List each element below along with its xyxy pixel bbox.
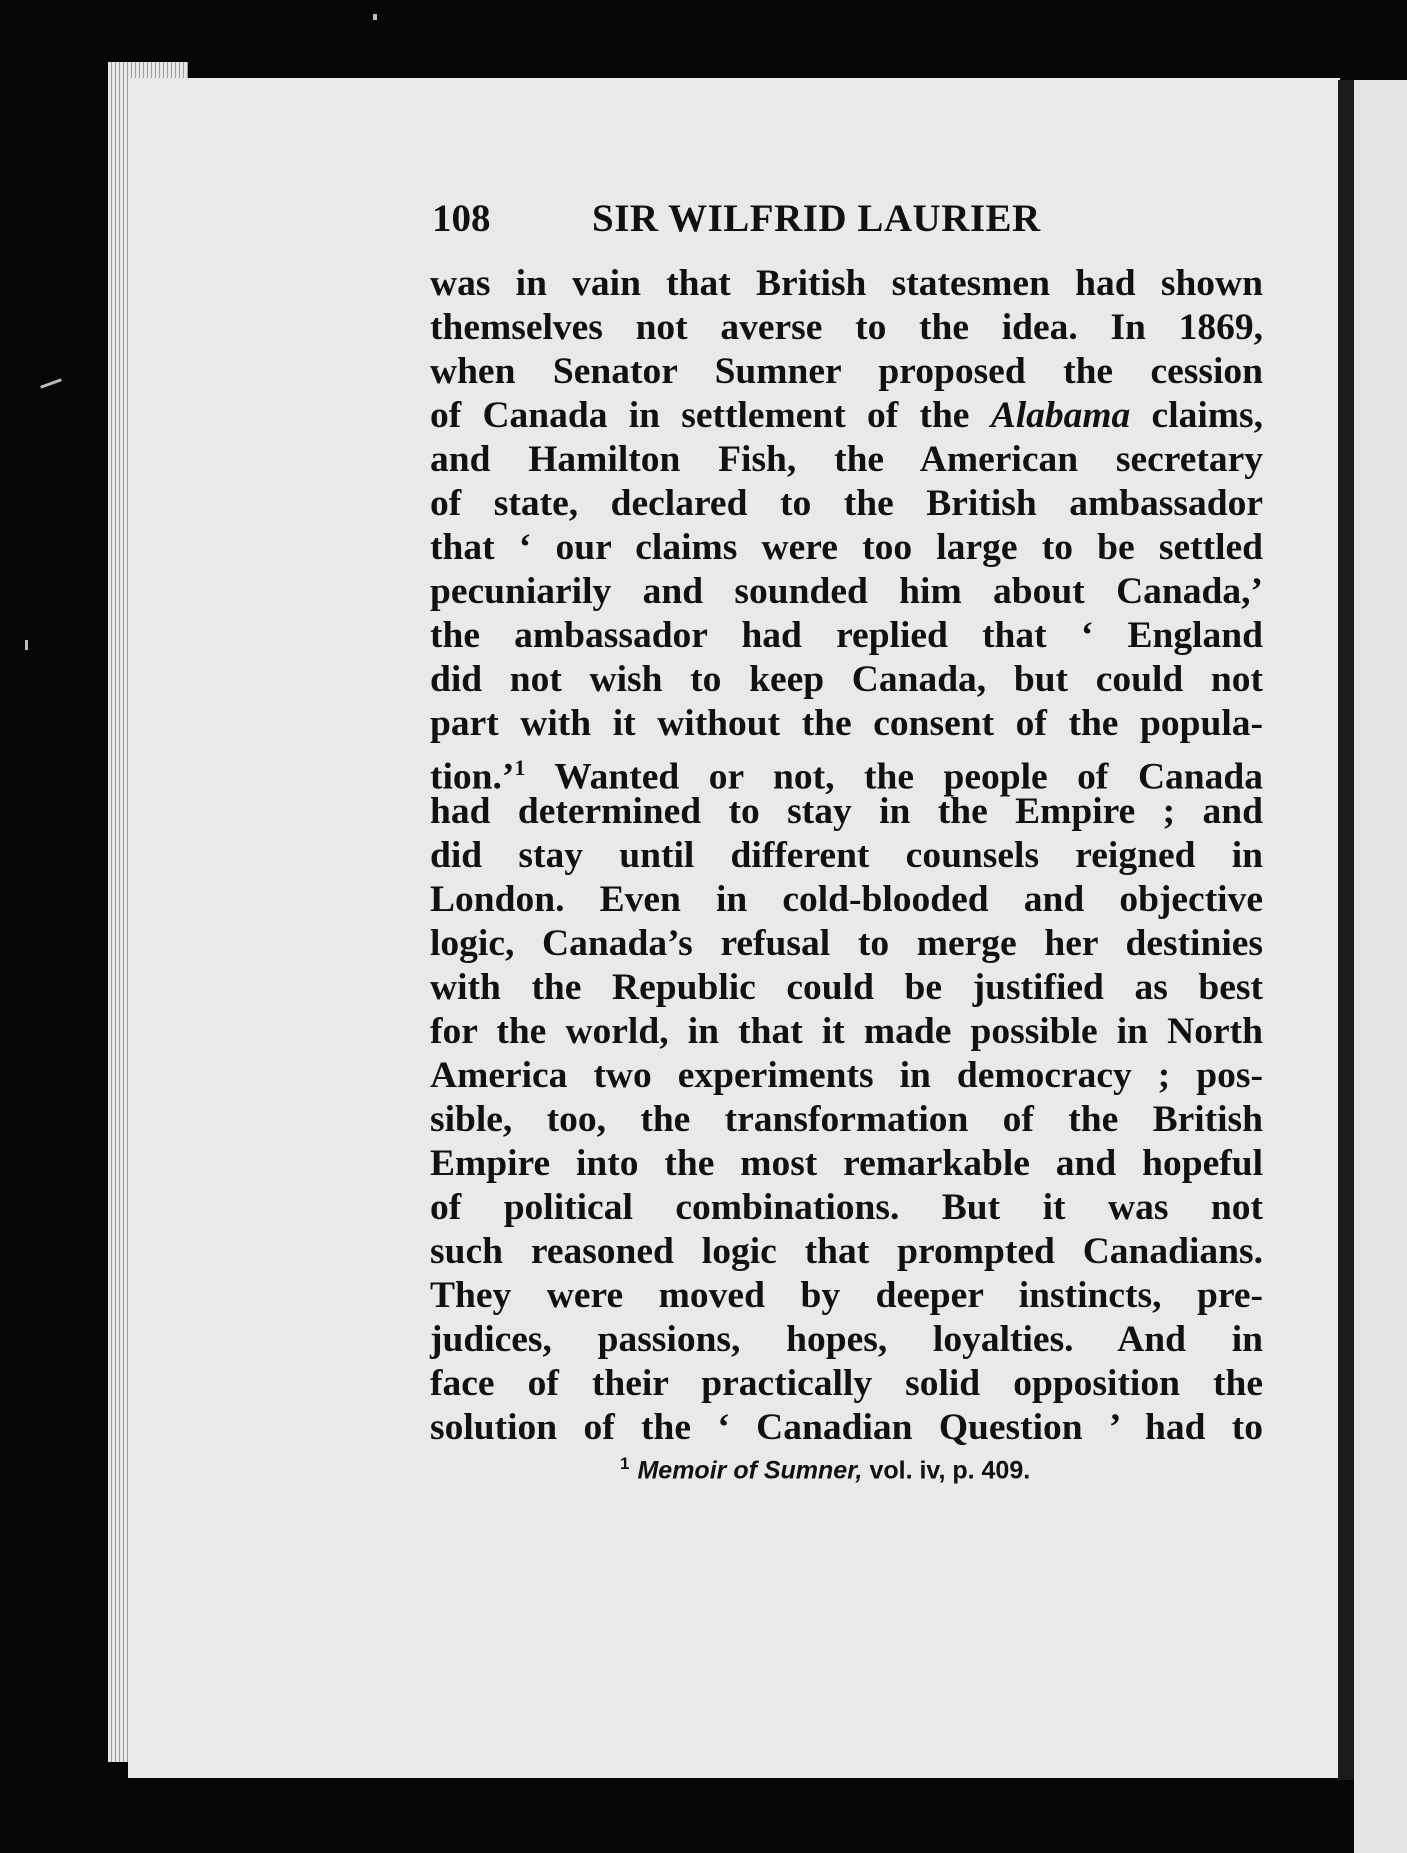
text-line: Empire into the most remarkable and hopeful	[430, 1143, 1263, 1184]
gutter-shadow	[1338, 80, 1354, 1780]
text-line: tion.’$^1$ Wanted or not, the people of Canada	[430, 755, 1263, 798]
text-line: of Canada in settlement of the Alabama claims,	[430, 395, 1263, 436]
text-line: America two experiments in democracy ; pos-	[430, 1055, 1263, 1096]
text-line: face of their practically solid opposition the	[430, 1363, 1263, 1404]
text-line: such reasoned logic that prompted Canadians.	[430, 1231, 1263, 1272]
footnote-citation: vol. iv, p. 409.	[862, 1456, 1031, 1485]
text-line: logic, Canada’s refusal to merge her destinies	[430, 923, 1263, 964]
running-title: SIR WILFRID LAURIER	[592, 197, 1041, 240]
text-line: pecuniarily and sounded him about Canada,’	[430, 571, 1263, 612]
text-line: had determined to stay in the Empire ; and	[430, 791, 1263, 832]
text-line: sible, too, the transformation of the British	[430, 1099, 1263, 1140]
text-line: was in vain that British statesmen had shown	[430, 263, 1263, 304]
text-line: of political combinations. But it was not	[430, 1187, 1263, 1228]
body-text	[430, 262, 1263, 1450]
text-line: themselves not averse to the idea. In 1869,	[430, 307, 1263, 348]
footnote-work-title: Memoir of Sumner,	[637, 1456, 863, 1485]
running-head	[432, 196, 1112, 246]
text-line: They were moved by deeper instincts, pre-	[430, 1275, 1263, 1316]
text-line: part with it without the consent of the popula-	[430, 703, 1263, 744]
dust-speck	[25, 640, 28, 650]
footnote-reference: 1	[514, 755, 526, 780]
page-number: 108	[432, 197, 491, 240]
text-line: did stay until different counsels reigned in	[430, 835, 1263, 876]
text-line: did not wish to keep Canada, but could not	[430, 659, 1263, 700]
footnote	[620, 1454, 1030, 1485]
facing-page-edge	[1354, 80, 1407, 1853]
text-line: for the world, in that it made possible in North	[430, 1011, 1263, 1052]
text-line: and Hamilton Fish, the American secretary	[430, 439, 1263, 480]
text-line: of state, declared to the British ambassador	[430, 483, 1263, 524]
text-line: when Senator Sumner proposed the cession	[430, 351, 1263, 392]
text-line: solution of the ‘ Canadian Question ’ had to	[430, 1407, 1263, 1448]
text-line: the ambassador had replied that ‘ England	[430, 615, 1263, 656]
text-line: London. Even in cold-blooded and objective	[430, 879, 1263, 920]
dust-speck	[40, 378, 62, 388]
text-line: judices, passions, hopes, loyalties. And in	[430, 1319, 1263, 1360]
text-line: with the Republic could be justified as best	[430, 967, 1263, 1008]
footnote-mark: 1	[620, 1454, 630, 1473]
italic-term: Alabama	[990, 395, 1131, 436]
text-line: that ‘ our claims were too large to be settled	[430, 527, 1263, 568]
dust-speck	[373, 14, 377, 20]
